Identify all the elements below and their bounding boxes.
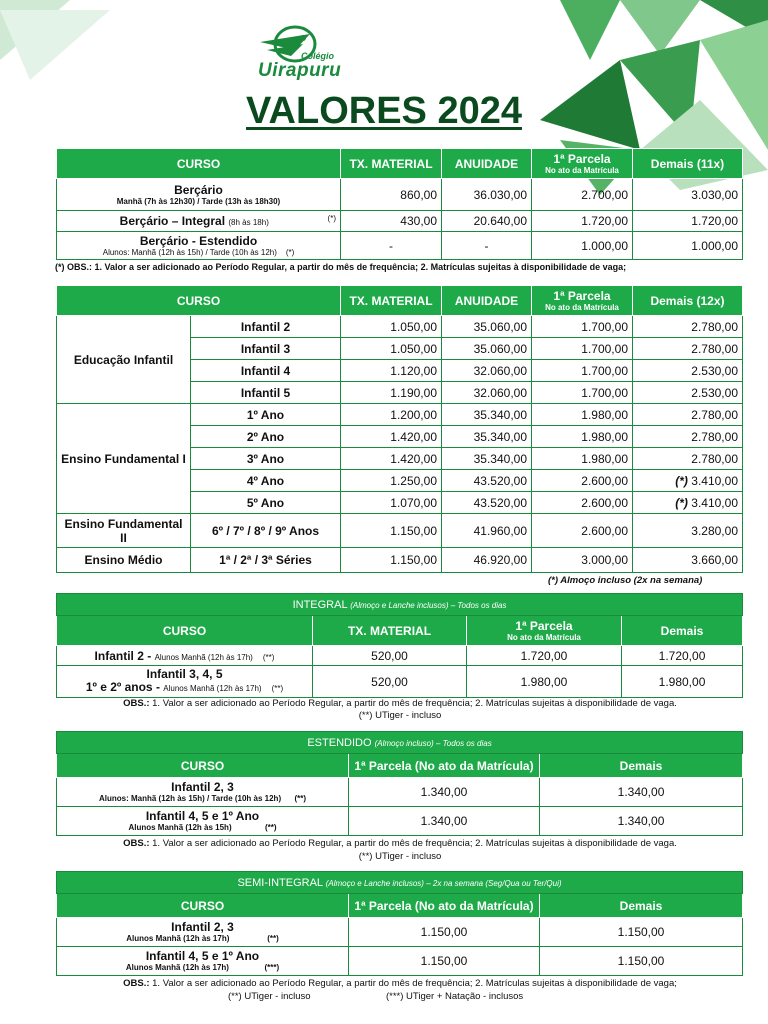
col-demais: Demais — [540, 894, 743, 918]
tx-cell: 1.150,00 — [341, 514, 442, 548]
anuidade-cell: 36.030,00 — [442, 179, 532, 211]
demais-cell: 2.780,00 — [633, 316, 743, 338]
anuidade-cell: 35.060,00 — [442, 338, 532, 360]
parcela-cell: 2.600,00 — [532, 492, 633, 514]
parcela-cell: 1.150,00 — [349, 947, 540, 976]
semi-integral-table — [56, 871, 743, 976]
parcela-cell: 1.980,00 — [532, 426, 633, 448]
col-parcela: 1ª Parcela No ato da Matrícula — [532, 286, 633, 316]
anuidade-cell: 35.340,00 — [442, 404, 532, 426]
col-tx-material: TX. MATERIAL — [313, 616, 467, 646]
curso-cell: Infantil 3, 4, 5 1º e 2º anos - Alunos Manhã (12h às 17h) (**) — [57, 666, 313, 698]
anuidade-cell: 20.640,00 — [442, 211, 532, 232]
demais-cell: 1.720,00 — [633, 211, 743, 232]
curso-cell: Infantil 4, 5 e 1º Ano Alunos Manhã (12h às 15h) (**) — [57, 807, 349, 836]
col-parcela: 1ª Parcela No ato da Matrícula — [532, 149, 633, 179]
col-curso: CURSO — [57, 754, 349, 778]
serie-cell: Infantil 4 — [191, 360, 341, 382]
integral-table — [56, 593, 743, 698]
tx-cell: 1.120,00 — [341, 360, 442, 382]
demais-cell: (*) 3.410,00 — [633, 492, 743, 514]
integral-obs-utiger: (**) UTiger - incluso — [358, 710, 442, 721]
curso-cell: Berçário Manhã (7h às 12h30) / Tarde (13h às 18h30) — [57, 179, 341, 211]
tx-cell: 520,00 — [313, 666, 467, 698]
anuidade-cell: 35.340,00 — [442, 426, 532, 448]
tx-cell: 1.150,00 — [341, 548, 442, 573]
tx-cell: 1.250,00 — [341, 470, 442, 492]
parcela-cell: 3.000,00 — [532, 548, 633, 573]
serie-cell: Infantil 3 — [191, 338, 341, 360]
table-row — [57, 232, 743, 260]
parcela-cell: 1.980,00 — [532, 448, 633, 470]
col-parcela: 1ª Parcela (No ato da Matrícula) — [349, 894, 540, 918]
estendido-obs: OBS.: 1. Valor a ser adicionado ao Período Regular, a partir do mês de frequência; 2. Matrículas sujeitas à disponibilidade de vaga. — [123, 838, 677, 849]
anuidade-cell: 43.520,00 — [442, 470, 532, 492]
estendido-obs-utiger: (**) UTiger - incluso — [358, 851, 442, 862]
demais-cell: 1.150,00 — [540, 947, 743, 976]
col-demais: Demais (11x) — [633, 149, 743, 179]
tx-cell: 1.420,00 — [341, 448, 442, 470]
table-row — [57, 548, 743, 573]
tx-cell: 1.420,00 — [341, 426, 442, 448]
parcela-cell: 2.600,00 — [532, 514, 633, 548]
tx-cell: 860,00 — [341, 179, 442, 211]
parcela-cell: 1.980,00 — [467, 666, 622, 698]
demais-cell: 2.530,00 — [633, 360, 743, 382]
demais-cell: 1.340,00 — [540, 807, 743, 836]
demais-cell: 2.780,00 — [633, 404, 743, 426]
group-label: Ensino Fundamental I — [57, 404, 191, 514]
demais-cell: 3.660,00 — [633, 548, 743, 573]
table-row — [57, 807, 743, 836]
parcela-cell: 1.340,00 — [349, 807, 540, 836]
curso-cell: Infantil 2, 3 Alunos: Manhã (12h às 15h) / Tarde (10h às 12h) (**) — [57, 778, 349, 807]
curso-cell: Infantil 2, 3 Alunos Manhã (12h às 17h) (**) — [57, 918, 349, 947]
table-row — [57, 211, 743, 232]
curso-cell: Berçário - Estendido Alunos: Manhã (12h às 15h) / Tarde (10h às 12h) (*) — [57, 232, 341, 260]
table-row — [57, 646, 743, 666]
col-demais: Demais — [540, 754, 743, 778]
parcela-cell: 1.720,00 — [532, 211, 633, 232]
parcela-cell: 1.700,00 — [532, 316, 633, 338]
anuidade-cell: 32.060,00 — [442, 382, 532, 404]
serie-cell: 1ª / 2ª / 3ª Séries — [191, 548, 341, 573]
demais-cell: 2.530,00 — [633, 382, 743, 404]
table-row — [57, 316, 743, 338]
semi-integral-section-title: SEMI-INTEGRAL (Almoço e Lanche inclusos) – 2x na semana (Seg/Qua ou Ter/Qui) — [57, 872, 743, 894]
col-demais: Demais — [622, 616, 743, 646]
col-parcela: 1ª Parcela (No ato da Matrícula) — [349, 754, 540, 778]
demais-cell: 2.780,00 — [633, 338, 743, 360]
anuidade-cell: - — [442, 232, 532, 260]
demais-cell: 2.780,00 — [633, 426, 743, 448]
col-demais: Demais (12x) — [633, 286, 743, 316]
demais-cell: (*) 3.410,00 — [633, 470, 743, 492]
parcela-cell: 2.700,00 — [532, 179, 633, 211]
tx-cell: 520,00 — [313, 646, 467, 666]
parcela-cell: 1.700,00 — [532, 360, 633, 382]
serie-cell: 1º Ano — [191, 404, 341, 426]
table-row — [57, 666, 743, 698]
tx-cell: 430,00 — [341, 211, 442, 232]
lunch-note: (*) Almoço incluso (2x na semana) — [548, 575, 703, 586]
col-tx-material: TX. MATERIAL — [341, 286, 442, 316]
tx-cell: 1.050,00 — [341, 338, 442, 360]
anuidade-cell: 41.960,00 — [442, 514, 532, 548]
page-title: VALORES 2024 — [246, 90, 522, 132]
table-row — [57, 179, 743, 211]
group-label: Ensino Fundamental II — [57, 514, 191, 548]
parcela-cell: 1.980,00 — [532, 404, 633, 426]
anuidade-cell: 32.060,00 — [442, 360, 532, 382]
table-row — [57, 778, 743, 807]
group-label: Ensino Médio — [57, 548, 191, 573]
demais-cell: 1.720,00 — [622, 646, 743, 666]
col-anuidade: ANUIDADE — [442, 149, 532, 179]
curso-cell: (*) Berçário – Integral (8h às 18h) — [57, 211, 341, 232]
col-anuidade: ANUIDADE — [442, 286, 532, 316]
col-curso: CURSO — [57, 286, 341, 316]
parcela-cell: 1.150,00 — [349, 918, 540, 947]
parcela-cell: 1.700,00 — [532, 382, 633, 404]
semi-integral-obs: OBS.: 1. Valor a ser adicionado ao Período Regular, a partir do mês de frequência; 2. Matrículas sujeitas à disponibilidade de vaga; — [123, 978, 677, 989]
tx-cell: 1.050,00 — [341, 316, 442, 338]
demais-cell: 1.150,00 — [540, 918, 743, 947]
integral-obs: OBS.: 1. Valor a ser adicionado ao Período Regular, a partir do mês de frequência; 2. Matrículas sujeitas à disponibilidade de vaga. — [123, 698, 677, 709]
serie-cell: Infantil 2 — [191, 316, 341, 338]
regular-table — [56, 285, 743, 573]
col-curso: CURSO — [57, 616, 313, 646]
tx-cell: 1.190,00 — [341, 382, 442, 404]
curso-cell: Infantil 4, 5 e 1º Ano Alunos Manhã (12h às 17h) (***) — [57, 947, 349, 976]
col-parcela: 1ª Parcela No ato da Matrícula — [467, 616, 622, 646]
table-row — [57, 404, 743, 426]
tx-cell: - — [341, 232, 442, 260]
parcela-cell: 1.000,00 — [532, 232, 633, 260]
table-row — [57, 947, 743, 976]
anuidade-cell: 43.520,00 — [442, 492, 532, 514]
semi-integral-obs-natacao: (***) UTiger + Natação - inclusos — [386, 991, 524, 1002]
anuidade-cell: 35.340,00 — [442, 448, 532, 470]
parcela-cell: 1.720,00 — [467, 646, 622, 666]
anuidade-cell: 46.920,00 — [442, 548, 532, 573]
integral-section-title: INTEGRAL (Almoço e Lanche inclusos) – Todos os dias — [57, 594, 743, 616]
demais-cell: 3.280,00 — [633, 514, 743, 548]
col-curso: CURSO — [57, 894, 349, 918]
tx-cell: 1.200,00 — [341, 404, 442, 426]
demais-cell: 3.030,00 — [633, 179, 743, 211]
curso-cell: Infantil 2 - Alunos Manhã (12h às 17h) (**) — [57, 646, 313, 666]
estendido-section-title: ESTENDIDO (Almoço incluso) – Todos os dias — [57, 732, 743, 754]
parcela-cell: 1.700,00 — [532, 338, 633, 360]
bercario-table — [56, 148, 743, 260]
parcela-cell: 2.600,00 — [532, 470, 633, 492]
serie-cell: 6º / 7º / 8º / 9º Anos — [191, 514, 341, 548]
col-tx-material: TX. MATERIAL — [341, 149, 442, 179]
demais-cell: 1.980,00 — [622, 666, 743, 698]
serie-cell: 2º Ano — [191, 426, 341, 448]
estendido-table — [56, 731, 743, 836]
serie-cell: 4º Ano — [191, 470, 341, 492]
col-curso: CURSO — [57, 149, 341, 179]
logo-text-colegio: Colégio — [301, 51, 334, 61]
bercario-obs: (*) OBS.: 1. Valor a ser adicionado ao Período Regular, a partir do mês de frequência; 2. Matrículas sujeitas à disponibilidade de vaga; — [55, 262, 627, 272]
tx-cell: 1.070,00 — [341, 492, 442, 514]
semi-integral-obs-utiger: (**) UTiger - incluso — [228, 991, 311, 1002]
parcela-cell: 1.340,00 — [349, 778, 540, 807]
logo-text-school: Uirapuru — [258, 60, 342, 81]
demais-cell: 1.340,00 — [540, 778, 743, 807]
demais-cell: 1.000,00 — [633, 232, 743, 260]
anuidade-cell: 35.060,00 — [442, 316, 532, 338]
serie-cell: 3º Ano — [191, 448, 341, 470]
demais-cell: 2.780,00 — [633, 448, 743, 470]
table-row — [57, 514, 743, 548]
group-label: Educação Infantil — [57, 316, 191, 404]
serie-cell: Infantil 5 — [191, 382, 341, 404]
table-row — [57, 918, 743, 947]
serie-cell: 5º Ano — [191, 492, 341, 514]
